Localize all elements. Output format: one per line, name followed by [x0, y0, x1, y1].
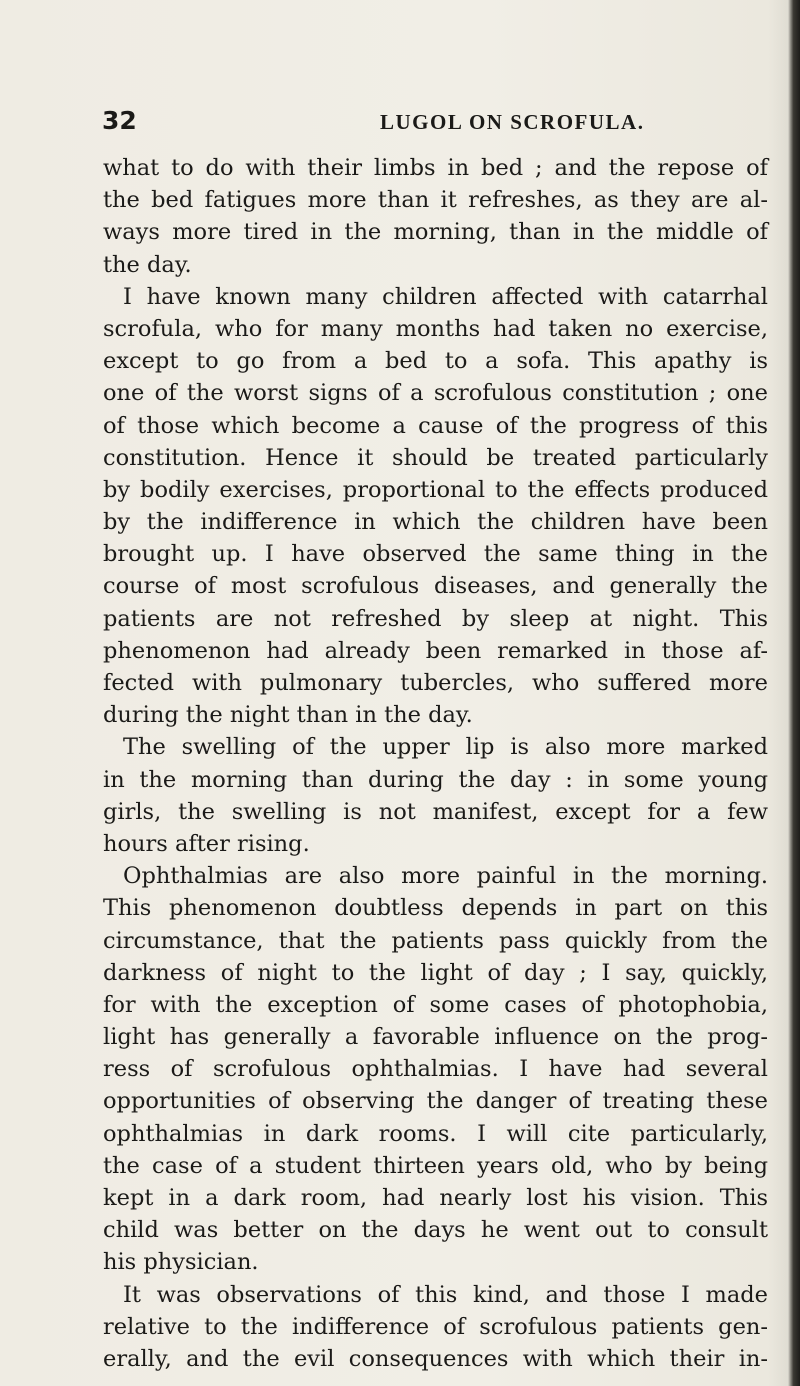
- text-line: for with the exception of some cases of photophobia,: [103, 991, 768, 1018]
- text-line: The swelling of the upper lip is also more marked: [123, 734, 768, 761]
- text-line: ress of scrofulous ophthalmias. I have had several: [103, 1056, 768, 1083]
- text-line: erally, and the evil consequences with which their in-: [103, 1345, 768, 1372]
- text-line: Ophthalmias are also more painful in the morning.: [123, 863, 768, 890]
- text-line: This phenomenon doubtless depends in part on this: [103, 895, 768, 922]
- text-line: what to do with their limbs in bed ; and the repose of: [103, 155, 768, 181]
- text-line: of those which become a cause of the progress of this: [103, 412, 768, 439]
- text-line: I have known many children affected with catarrhal: [123, 283, 768, 310]
- text-line: constitution. Hence it should be treated particularly: [103, 444, 768, 471]
- text-line: child was better on the days he went out to consult: [103, 1217, 768, 1244]
- text-line: by the indifference in which the children have been: [103, 509, 768, 536]
- text-line: the bed fatigues more than it refreshes, as they are al-: [103, 187, 768, 214]
- text-line: ways more tired in the morning, than in the middle of: [103, 219, 768, 246]
- text-line: the day.: [103, 251, 192, 278]
- running-head: LUGOL ON SCROFULA.: [380, 110, 645, 134]
- text-line: course of most scrofulous diseases, and generally the: [103, 573, 768, 600]
- text-line: scrofula, who for many months had taken no exercise,: [103, 315, 768, 342]
- text-line: the case of a student thirteen years old, who by being: [103, 1152, 768, 1179]
- text-line: hours after rising.: [103, 830, 310, 857]
- text-line: light has generally a favorable influence on the prog-: [103, 1024, 768, 1051]
- text-line: ophthalmias in dark rooms. I will cite particularly,: [103, 1120, 768, 1147]
- page-binding-edge: [788, 0, 800, 1386]
- text-line: brought up. I have observed the same thing in the: [103, 541, 768, 568]
- text-line: opportunities of observing the danger of treating these: [103, 1088, 768, 1115]
- text-line: his physician.: [103, 1249, 259, 1276]
- text-line: one of the worst signs of a scrofulous constitution ; one: [103, 380, 768, 407]
- text-line: girls, the swelling is not manifest, except for a few: [103, 798, 768, 825]
- text-line: in the morning than during the day : in some young: [103, 766, 768, 793]
- text-line: circumstance, that the patients pass quickly from the: [103, 927, 768, 954]
- text-line: darkness of night to the light of day ; I say, quickly,: [103, 959, 768, 986]
- body-text: [103, 152, 768, 1375]
- text-line: except to go from a bed to a sofa. This apathy is: [103, 348, 768, 375]
- page-header: [102, 106, 772, 136]
- text-line: by bodily exercises, proportional to the effects produced: [103, 476, 768, 503]
- text-line: fected with pulmonary tubercles, who suffered more: [103, 670, 768, 696]
- text-line: relative to the indifference of scrofulous patients gen-: [103, 1313, 768, 1340]
- text-line: patients are not refreshed by sleep at night. This: [103, 605, 768, 632]
- text-line: It was observations of this kind, and those I made: [123, 1281, 768, 1308]
- page-number: 32: [102, 106, 137, 135]
- text-line: phenomenon had already been remarked in those af-: [103, 637, 768, 664]
- text-line: kept in a dark room, had nearly lost his vision. This: [103, 1185, 768, 1211]
- text-line: during the night than in the day.: [103, 702, 473, 729]
